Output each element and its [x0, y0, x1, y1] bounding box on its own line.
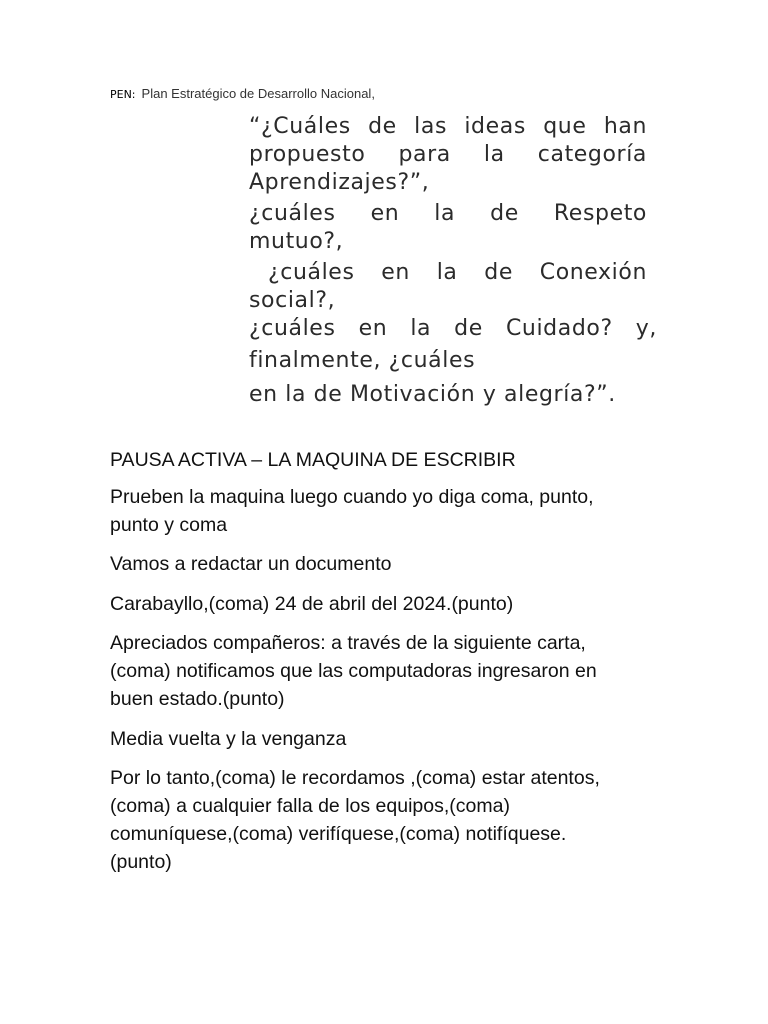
paragraph-line: Apreciados compañeros: a través de la siguiente carta, — [110, 632, 586, 654]
paragraph-line: (punto) — [110, 851, 172, 873]
paragraph: Vamos a redactar un documento — [110, 553, 392, 575]
pen-description: Plan Estratégico de Desarrollo Nacional, — [141, 86, 375, 101]
pen-header — [110, 86, 375, 101]
paragraph-line: Prueben la maquina luego cuando yo diga coma, punto, — [110, 486, 594, 508]
paragraph: Carabayllo,(coma) 24 de abril del 2024.(punto) — [110, 593, 514, 615]
paragraph-line: punto y coma — [110, 514, 228, 536]
quote-line: ¿cuáles en la de Conexión — [268, 260, 647, 285]
paragraph-line: (coma) a cualquier falla de los equipos,(coma) — [110, 795, 510, 817]
paragraph-line: Por lo tanto,(coma) le recordamos ,(coma) estar atentos, — [110, 767, 600, 789]
quote-line: ¿cuáles en la de Respeto — [249, 201, 647, 226]
quote-line: Aprendizajes?”, — [249, 170, 430, 195]
pen-abbreviation: PEN: — [110, 88, 136, 101]
quote-line: mutuo?, — [249, 229, 344, 254]
paragraph: Media vuelta y la venganza — [110, 728, 347, 750]
section-heading: PAUSA ACTIVA – LA MAQUINA DE ESCRIBIR — [110, 449, 516, 471]
quote-line: “¿Cuáles de las ideas que han — [249, 114, 647, 139]
paragraph-line: (coma) notificamos que las computadoras ingresaron en — [110, 660, 597, 682]
quote-line: propuesto para la categoría — [249, 142, 647, 167]
quote-line: finalmente, ¿cuáles — [249, 348, 476, 373]
quote-line: social?, — [249, 288, 336, 313]
quote-line: en la de Motivación y alegría?”. — [249, 382, 616, 407]
paragraph-line: buen estado.(punto) — [110, 688, 285, 710]
paragraph-line: comuníquese,(coma) verifíquese,(coma) notifíquese. — [110, 823, 567, 845]
quote-line: ¿cuáles en la de Cuidado? y, — [249, 316, 657, 341]
